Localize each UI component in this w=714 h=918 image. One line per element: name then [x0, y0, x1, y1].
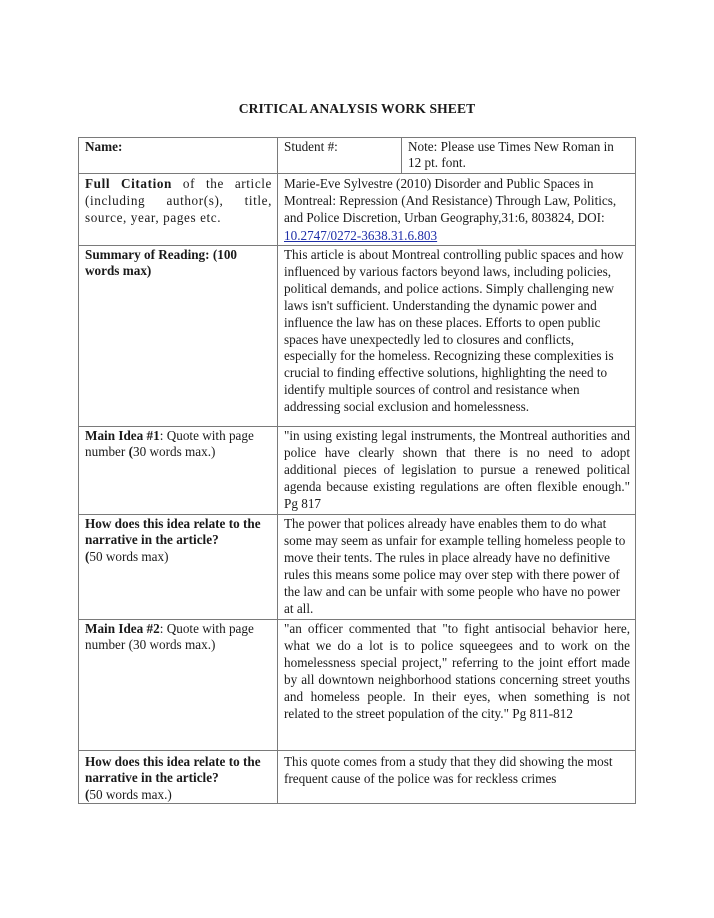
- main-idea-1-row: [79, 427, 636, 515]
- relate-1-label-paren: (: [85, 548, 90, 564]
- summary-label: Summary of Reading: (100 words max): [79, 246, 278, 427]
- summary-text: This article is about Montreal controlling public spaces and how influenced by various factors beyond laws, including policies, political demands, and police actions. Simply challenging new laws isn't sufficient. Understanding the dynamic power and influence the law has on these places. Efforts to open public spaces have unexpectedly led to closures and conflicts, especially for the homeless. Recognizing these complexities is crucial to finding effective solutions, highlighting the need to identify multiple sources of control and resistance when addressing social exclusion and homelessness.: [278, 246, 636, 427]
- header-row: [79, 138, 636, 174]
- summary-row: [79, 246, 636, 427]
- name-label: Name:: [79, 138, 278, 174]
- citation-row: [79, 174, 636, 246]
- main-idea-2-row: [79, 620, 636, 751]
- font-note: Note: Please use Times New Roman in 12 pt. font.: [402, 138, 636, 174]
- main-idea-1-label-paren: (: [128, 444, 133, 460]
- worksheet-table: [78, 137, 636, 804]
- main-idea-1-label-rest: : Quote with page number: [85, 428, 254, 460]
- relate-2-text: This quote comes from a study that they did showing the most frequent cause of the police was for reckless crimes: [278, 751, 636, 804]
- relate-1-row: [79, 515, 636, 620]
- citation-text-cell: [278, 174, 636, 246]
- relate-2-label-cell: [79, 751, 278, 804]
- citation-label-bold: Full Citation: [85, 176, 172, 191]
- doi-link[interactable]: 10.2747/0272-3638.31.6.803: [284, 227, 438, 243]
- relate-1-label-cell: [79, 515, 278, 620]
- main-idea-2-quote: "an officer commented that "to fight antisocial behavior here, what we do a lot is to police squeegees and to work on the homelessness special project," referring to the joint effort made by all downtown neighborhood stations concerning street youths and homeless people. In their eyes, when something is not related to the street population of the city." Pg 811-812: [278, 620, 636, 751]
- main-idea-2-label-rest: : Quote with page number (30 words max.): [85, 621, 254, 653]
- main-idea-1-label-cell: [79, 427, 278, 515]
- page-title: CRITICAL ANALYSIS WORK SHEET: [238, 101, 476, 116]
- relate-1-text: The power that polices already have enables them to do what some may seem as unfair for example telling homeless people to move their tents. The rules in place already have no definitive rules this means some police may over step with there power of the law and can be unfair with some people who have no power at all.: [278, 515, 636, 620]
- relate-2-label-bold: How does this idea relate to the narrative in the article?: [85, 754, 261, 786]
- citation-label-rest: of the article (including author(s), title, source, year, pages etc.: [85, 176, 272, 226]
- main-idea-2-label-cell: [79, 620, 278, 751]
- citation-text: Marie-Eve Sylvestre (2010) Disorder and Public Spaces in Montreal: Repression (And Resistance) Through Law, Politics, and Police Discretion, Urban Geography,31:6, 803824, DOI:: [284, 176, 617, 226]
- citation-label-cell: [79, 174, 278, 246]
- main-idea-2-label-bold: Main Idea #2: [85, 621, 160, 636]
- relate-2-label-paren: (: [85, 786, 90, 802]
- main-idea-1-quote: "in using existing legal instruments, the Montreal authorities and police have clearly shown that there is no need to adopt additional pieces of legislation to pursue a renewed political agenda because existing regulations are often flexible enough." Pg 817: [278, 427, 636, 515]
- main-idea-1-label-bold: Main Idea #1: [85, 428, 160, 443]
- relate-2-row: [79, 751, 636, 804]
- relate-1-label-bold: How does this idea relate to the narrative in the article?: [85, 516, 261, 548]
- main-idea-1-label-tail: 30 words max.): [133, 444, 216, 460]
- relate-1-label-rest: 50 words max): [89, 548, 169, 564]
- student-number-label: Student #:: [278, 138, 402, 174]
- relate-2-label-rest: 50 words max.): [89, 786, 172, 802]
